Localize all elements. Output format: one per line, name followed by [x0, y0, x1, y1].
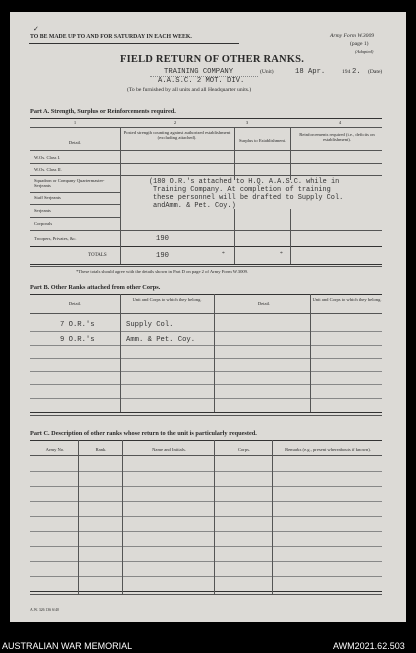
footer-credit: AUSTRALIAN WAR MEMORIAL	[2, 641, 133, 651]
row-staff-serjeants: Staff Serjeants	[34, 195, 61, 200]
col-num-4: 4	[338, 120, 342, 125]
b-row-2-unit: Amm. & Pet. Coy.	[126, 336, 196, 344]
form-title: FIELD RETURN OF OTHER RANKS.	[120, 54, 305, 65]
unit-value: TRAINING COMPANY	[164, 68, 234, 76]
date-label: (Date)	[368, 69, 383, 75]
part-b-heading: Part B. Other Ranks attached from other Corps.	[30, 284, 161, 291]
c-col-header-name: Name and Initials.	[152, 447, 186, 452]
row-wo-class-2: W.Os. Class II.	[34, 167, 62, 172]
b-col-header-unit-1: Unit and Corps to which they belong.	[132, 297, 202, 302]
attached-note-line-3: these personnel will be drafted to Supply Col.	[153, 194, 344, 202]
totals-value: 190	[156, 252, 169, 260]
c-col-header-army-no: Army No.	[45, 447, 65, 452]
part-c-heading: Part C. Description of other ranks whose return to the unit is particularly requested.	[30, 430, 257, 437]
col-header-reinforcements: Reinforcements required (i.e., deficits on establishment).	[299, 132, 375, 143]
b-row-2-detail: 9 O.R.'s	[60, 336, 95, 344]
totals-label: TOTALS	[88, 253, 107, 258]
year-value: 2.	[352, 68, 361, 76]
attached-note-line-4: andAmm. & Pet. Coy.)	[153, 202, 236, 210]
furnish-note: (To be furnished by all units and all Headquarter units.)	[127, 87, 252, 93]
unit-label: (Unit)	[260, 69, 274, 75]
form-reference: Army Form W.3009	[330, 33, 375, 39]
col-num-3: 3	[245, 120, 249, 125]
b-col-header-unit-2: Unit and Corps to which they belong.	[312, 297, 382, 302]
footer-accession-number: AWM2021.62.503	[333, 641, 405, 651]
row-troopers: Troopers, Privates, &c.	[34, 236, 77, 241]
totals-mark-surplus: *	[222, 251, 225, 257]
col-header-surplus: Surplus to Establishment.	[238, 138, 287, 143]
attached-note-line-2: Training Company. At completion of training	[153, 186, 331, 194]
form-adapted-note: (Adapted)	[355, 49, 374, 54]
pencil-mark: ✓	[33, 25, 39, 33]
totals-mark-reinforcements: *	[280, 251, 283, 257]
b-row-1-unit: Supply Col.	[126, 321, 174, 329]
b-col-header-detail-2: Detail.	[257, 301, 271, 306]
row-serjeants: Serjeants	[34, 208, 51, 213]
c-col-header-remarks: Remarks (e.g., present whereabouts if known).	[285, 447, 371, 452]
date-value: 18 Apr.	[295, 68, 326, 76]
c-col-header-rank: Rank.	[95, 447, 107, 452]
print-code: A.W. 326 136 6/40	[30, 608, 59, 612]
attached-note-line-1: (180 O.R.'s attached to H.Q. A.A.S.C. while in	[149, 178, 340, 186]
instruction-text: TO BE MADE UP TO AND FOR SATURDAY IN EACH WEEK.	[30, 34, 192, 40]
b-col-header-detail-1: Detail.	[68, 301, 82, 306]
division-value: A.A.S.C. 2 MOT. DIV.	[158, 77, 245, 85]
form-page	[10, 12, 406, 622]
form-page-number: (page 1)	[350, 41, 369, 47]
row-quartermaster: Squadron or Company Quartermaster-Serjeants	[34, 178, 105, 189]
year-prefix: 194	[342, 69, 351, 75]
part-a-heading: Part A. Strength, Surplus or Reinforcements required.	[30, 108, 176, 115]
totals-footnote: *These totals should agree with the details shown in Part D on page 2 of Army Form W.3009.	[76, 269, 249, 274]
row-corporals: Corporals	[34, 221, 53, 226]
row-wo-class-1: W.Os. Class I.	[34, 155, 61, 160]
col-num-2: 2	[173, 120, 177, 125]
b-row-1-detail: 7 O.R.'s	[60, 321, 95, 329]
col-header-posted-strength: Posted strength counting against authorized establishment (excluding attached).	[123, 130, 231, 141]
col-header-detail: Detail.	[68, 140, 82, 145]
c-col-header-corps: Corps.	[237, 447, 251, 452]
troopers-value: 190	[156, 235, 169, 243]
col-num-1: 1	[73, 120, 77, 125]
